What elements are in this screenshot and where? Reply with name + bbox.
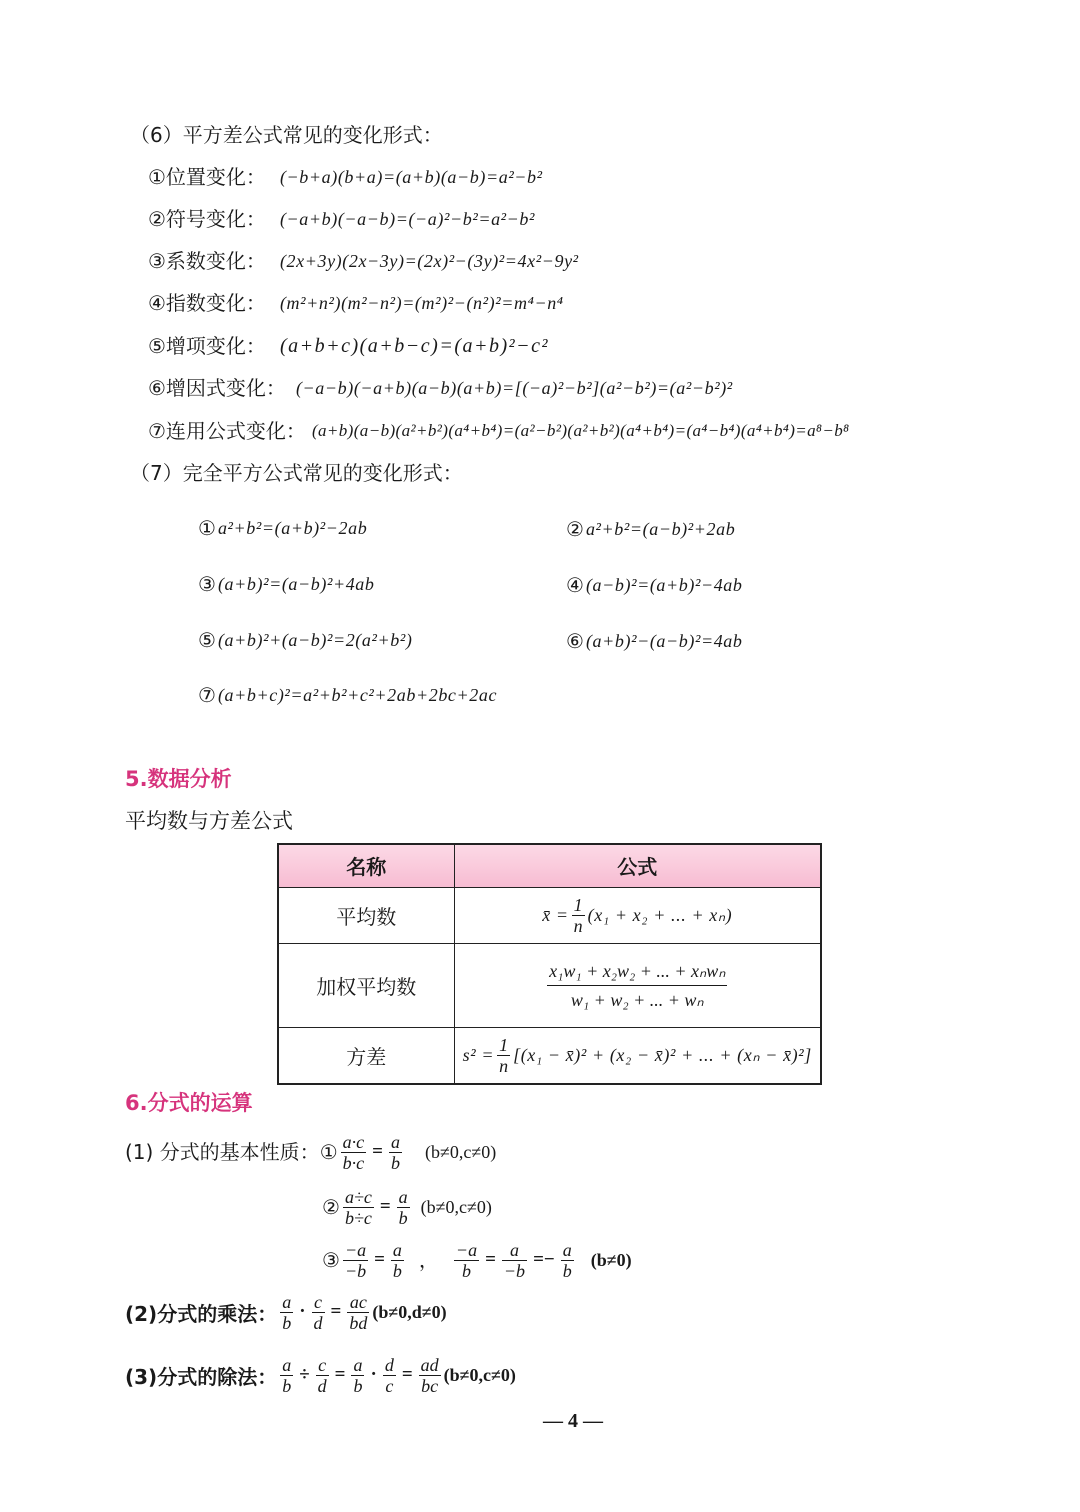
- item-formula: (−a+b)(−a−b)=(−a)²−b²=a²−b²: [279, 209, 536, 229]
- rule-number: ①: [319, 1140, 338, 1164]
- numerator: a: [398, 1186, 408, 1207]
- item-formula: a²+b²=(a−b)²+2ab: [585, 519, 736, 539]
- weighted-mean-formula: [544, 957, 730, 1014]
- numerator: x₁w₁ + x₂w₂ + ... + xₙwₙ: [547, 957, 727, 986]
- section-7-item: [566, 572, 743, 598]
- fraction: [383, 1355, 396, 1396]
- denominator: d: [317, 1375, 327, 1396]
- item-number: ①: [198, 516, 216, 540]
- equals-sign: =: [485, 1249, 496, 1270]
- fraction: [351, 1355, 364, 1396]
- basic-property-rule-2: [322, 1179, 492, 1235]
- fraction: [389, 1132, 402, 1173]
- row-name: 平均数: [278, 887, 454, 943]
- row-formula: [454, 887, 821, 943]
- numerator: a: [502, 1240, 527, 1261]
- denominator: bd: [349, 1312, 368, 1333]
- denominator: d: [313, 1312, 323, 1333]
- fraction: [280, 1355, 293, 1396]
- item-formula: (a+b+c)(a+b−c)=(a+b)²−c²: [279, 335, 549, 357]
- variance-formula: [463, 1035, 812, 1076]
- item-label: ⑦连用公式变化：: [148, 419, 306, 443]
- item-label: ②符号变化：: [148, 207, 266, 231]
- fraction: [561, 1240, 574, 1281]
- item-label: ③系数变化：: [148, 249, 266, 273]
- fraction: [316, 1355, 329, 1396]
- formula-lhs: x̄ =: [542, 905, 569, 925]
- numerator: −a: [455, 1239, 478, 1260]
- denominator: b: [398, 1207, 408, 1228]
- denominator: b: [562, 1260, 572, 1281]
- numerator: d: [384, 1354, 394, 1375]
- equals-sign: =: [334, 1364, 346, 1385]
- basic-property-rule-1: [125, 1124, 496, 1180]
- item-formula: (2x+3y)(2x−3y)=(2x)²−(3y)²=4x²−9y²: [279, 251, 579, 271]
- denominator: −b: [503, 1260, 526, 1281]
- fraction: [391, 1240, 404, 1281]
- item-number: ⑦: [198, 683, 216, 707]
- denominator: b: [390, 1152, 400, 1173]
- row-formula: [454, 1027, 821, 1084]
- numerator: a: [392, 1239, 402, 1260]
- fraction: [502, 1240, 527, 1281]
- table-row: [278, 943, 821, 1027]
- numerator: c: [312, 1292, 325, 1313]
- row-name: 方差: [278, 1027, 454, 1084]
- numerator: a·c: [342, 1131, 365, 1152]
- item-number: ④: [566, 573, 584, 597]
- section-6-item: [148, 418, 849, 444]
- item-label: ④指数变化：: [148, 291, 266, 315]
- section-7-item: [566, 628, 743, 654]
- fraction: [497, 1035, 510, 1076]
- denominator: b·c: [342, 1152, 365, 1173]
- fraction: [343, 1187, 374, 1228]
- numerator: 1: [499, 1034, 509, 1055]
- item-formula: (a+b)²=(a−b)²+4ab: [217, 574, 375, 594]
- divide-sign: ÷: [299, 1364, 310, 1385]
- section-heading-fractions: 6.分式的运算: [125, 1091, 253, 1115]
- table-row: [278, 887, 821, 943]
- numerator: a÷c: [344, 1186, 372, 1207]
- multiplication-rule: [125, 1284, 447, 1340]
- basic-property-rule-3: [322, 1232, 632, 1288]
- section-7-title: （7）完全平方公式常见的变化形式：: [130, 461, 463, 485]
- item-label: ⑤增项变化：: [148, 334, 266, 358]
- item-formula: (a+b)²−(a−b)²=4ab: [585, 631, 743, 651]
- division-label: (3)分式的除法：: [125, 1364, 278, 1389]
- section-6-item: [148, 248, 579, 274]
- denominator: b: [282, 1375, 292, 1396]
- numerator: −a: [344, 1239, 367, 1260]
- item-formula: a²+b²=(a+b)²−2ab: [217, 518, 368, 538]
- equals-sign: =: [401, 1364, 413, 1385]
- formula-table: [277, 843, 822, 1085]
- equals-sign: =: [374, 1249, 385, 1270]
- column-header-name: 名称: [278, 844, 454, 887]
- fraction: [547, 957, 727, 1014]
- formula-rest: (x₁ + x₂ + ... + xₙ): [587, 905, 733, 925]
- item-number: ③: [198, 572, 216, 596]
- table-caption: 平均数与方差公式: [125, 809, 293, 833]
- item-number: ②: [566, 517, 584, 541]
- item-label: ①位置变化：: [148, 165, 266, 189]
- item-formula: (a+b)²+(a−b)²=2(a²+b²): [217, 630, 413, 650]
- section-7-item: [198, 682, 497, 708]
- item-formula: (a+b)(a−b)(a²+b²)(a⁴+b⁴)=(a²−b²)(a²+b²)(a⁴+b⁴)=(a⁴−b⁴)(a⁴+b⁴)=a⁸−b⁸: [311, 421, 850, 440]
- denominator: n: [499, 1055, 509, 1076]
- item-formula: (a−b)²=(a+b)²−4ab: [585, 575, 743, 595]
- numerator: c: [316, 1355, 329, 1376]
- denominator: b: [392, 1260, 402, 1281]
- fraction: [454, 1240, 479, 1281]
- equals-sign: =: [379, 1196, 391, 1217]
- numerator: a: [562, 1239, 572, 1260]
- denominator: w₁ + w₂ + ... + wₙ: [570, 989, 704, 1010]
- denominator: b: [353, 1375, 363, 1396]
- item-number: ⑥: [566, 629, 584, 653]
- multiply-sign: ·: [370, 1364, 377, 1385]
- condition: (b≠0,d≠0): [372, 1301, 447, 1322]
- rule-number: ③: [322, 1248, 340, 1272]
- section-6-item: [148, 375, 733, 401]
- section-heading-data-analysis: 5.数据分析: [125, 767, 232, 791]
- section-6-item: [148, 164, 543, 190]
- item-number: ⑤: [198, 628, 216, 652]
- section-6-item: [148, 290, 564, 316]
- rule-number: ②: [322, 1195, 340, 1219]
- fraction: [341, 1132, 367, 1173]
- formula-rest: [(x₁ − x̄)² + (x₂ − x̄)² + ... + (xₙ − x̄)²]: [513, 1045, 812, 1066]
- page-number: — 4 —: [543, 1410, 603, 1432]
- mean-formula: [542, 895, 732, 936]
- equals-sign: =: [330, 1301, 342, 1322]
- condition: (b≠0): [590, 1249, 632, 1270]
- table-header-row: [278, 844, 821, 887]
- numerator: a: [390, 1131, 400, 1152]
- denominator: n: [573, 915, 583, 936]
- item-label: ⑥增因式变化：: [148, 376, 286, 400]
- condition: (b≠0,c≠0): [443, 1364, 516, 1385]
- item-formula: (a+b+c)²=a²+b²+c²+2ab+2bc+2ac: [217, 685, 498, 705]
- numerator: a: [353, 1354, 363, 1375]
- fraction: [397, 1187, 410, 1228]
- section-6-item: [148, 206, 535, 232]
- denominator: b: [282, 1312, 292, 1333]
- formula-lhs: s² =: [462, 1045, 495, 1066]
- denominator: −b: [344, 1260, 367, 1281]
- denominator: c: [385, 1375, 394, 1396]
- fraction: [312, 1292, 325, 1333]
- fraction: [572, 895, 585, 936]
- condition: (b≠0,c≠0): [424, 1141, 497, 1162]
- basic-property-label: (1) 分式的基本性质：: [125, 1140, 320, 1164]
- section-6-item: [148, 333, 549, 359]
- numerator: a: [282, 1354, 292, 1375]
- fraction: [419, 1355, 441, 1396]
- item-formula: (−b+a)(b+a)=(a+b)(a−b)=a²−b²: [279, 167, 543, 187]
- row-formula: [454, 943, 821, 1027]
- section-7-item: [198, 515, 367, 541]
- fraction: [343, 1240, 368, 1281]
- numerator: ad: [420, 1354, 439, 1375]
- denominator: bc: [421, 1375, 439, 1396]
- section-7-item: [198, 627, 412, 653]
- numerator: a: [282, 1291, 292, 1312]
- denominator: b÷c: [344, 1207, 372, 1228]
- denominator: b: [462, 1260, 471, 1281]
- numerator: 1: [573, 894, 583, 915]
- multiply-sign: ·: [299, 1301, 306, 1322]
- column-header-formula: 公式: [454, 844, 821, 887]
- section-6-title: （6）平方差公式常见的变化形式：: [130, 123, 443, 147]
- equals-minus-sign: =−: [533, 1249, 555, 1270]
- item-formula: (−a−b)(−a+b)(a−b)(a+b)=[(−a)²−b²](a²−b²)=(a²−b²)²: [295, 378, 733, 398]
- item-formula: (m²+n²)(m²−n²)=(m²)²−(n²)²=m⁴−n⁴: [279, 293, 564, 313]
- fraction: [347, 1292, 369, 1333]
- equals-sign: =: [372, 1141, 383, 1162]
- numerator: ac: [347, 1292, 369, 1313]
- separator: ，: [418, 1248, 439, 1272]
- section-7-item: [198, 571, 375, 597]
- condition: (b≠0,c≠0): [420, 1196, 492, 1217]
- row-name: 加权平均数: [278, 943, 454, 1027]
- section-7-item: [566, 516, 735, 542]
- table-row: [278, 1027, 821, 1084]
- division-rule: [125, 1347, 516, 1403]
- multiplication-label: (2)分式的乘法：: [125, 1301, 278, 1326]
- fraction: [280, 1292, 293, 1333]
